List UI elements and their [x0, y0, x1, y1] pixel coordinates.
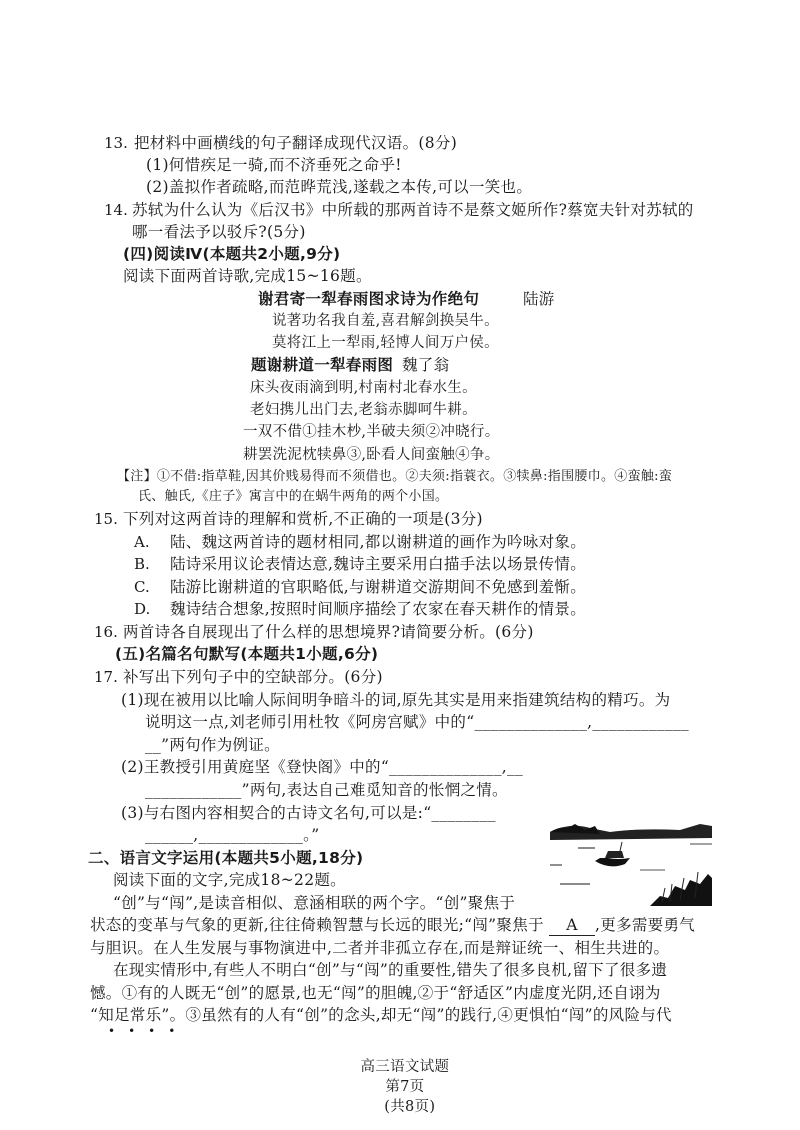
passage-line: 憾。①有的人既无“创”的愿景,也无“闯”的胆魄,②于“舒适区”内虚度光阴,还自诩为 — [90, 984, 661, 1002]
item-2-cont: ____________”两句,表达自己难觅知音的怅惘之情。 — [145, 781, 508, 799]
question-stem: 两首诗各自展现出了什么样的思想境界?请简要分析。(6分) — [123, 623, 534, 641]
item-1-cont: __”两句作为例证。 — [145, 736, 280, 754]
question-number: 17. — [94, 668, 118, 686]
question-stem-cont: 哪一看法予以驳斥?(5分) — [132, 223, 306, 241]
option-letter: C. — [134, 578, 150, 596]
item-3-cont: ______,_____________。” — [145, 826, 320, 844]
poem-line: 床头夜雨滴到明,村南村北春水生。 — [250, 380, 477, 396]
option-text: 魏诗结合想象,按照时间顺序描绘了农家在春天耕作的情景。 — [170, 600, 587, 618]
poem-author: 陆游 — [523, 290, 555, 308]
passage-text: 状态的变革与气象的更新,往往倚赖智慧与长远的眼光;“闯”聚焦于 — [90, 916, 544, 934]
page-footer — [0, 1037, 800, 1117]
option-text: 陆诗采用议论表情达意,魏诗主要采用白描手法以场景传情。 — [170, 555, 587, 573]
question-stem: 补写出下列句子中的空缺部分。(6分) — [123, 668, 383, 686]
part-instruction: 阅读下面的文字,完成18~22题。 — [113, 871, 346, 889]
poem-title: 题谢耕道一犁春雨图 — [251, 356, 394, 374]
question-number: 16. — [94, 623, 118, 641]
poem-line: 说著功名我自羞,喜君解剑换吴牛。 — [272, 313, 499, 329]
emphasis-dots: •••• — [108, 1024, 189, 1038]
passage-line: “创”与“闯”,是读音相似、意涵相联的两个字。“创”聚焦于 — [113, 894, 516, 912]
question-stem: 把材料中画横线的句子翻译成现代汉语。(8分) — [134, 134, 458, 152]
footer-subject: 高三语文试题 — [360, 1059, 450, 1075]
footer-page: 第7页 — [385, 1079, 425, 1095]
question-stem: 苏轼为什么认为《后汉书》中所载的那两首诗不是蔡文姬所作?蔡宽夫针对苏轼的 — [132, 201, 694, 219]
poem-line: 老妇携儿出门去,老翁赤脚呵牛耕。 — [250, 402, 477, 418]
footer-total: (共8页) — [384, 1099, 436, 1115]
passage-text: ,更多需要勇气 — [595, 916, 696, 934]
poem-author: 魏了翁 — [402, 356, 450, 374]
part-heading: 二、语言文字运用(本题共5小题,18分) — [88, 849, 364, 867]
question-number: 14. — [104, 201, 128, 219]
passage-line — [90, 915, 695, 936]
poem-line: 耕罢洗泥枕犊鼻③,卧看人间蛮触④争。 — [243, 447, 500, 463]
option-letter: A. — [134, 533, 150, 551]
option-letter: D. — [134, 600, 151, 618]
landscape-boat-illustration — [550, 818, 712, 906]
option-letter: B. — [134, 555, 150, 573]
blank-a: A — [549, 915, 595, 936]
sentence-1: (1)何惜疾足一骑,而不济垂死之命乎! — [146, 156, 402, 174]
item-1: (1)现在被用以比喻人际间明争暗斗的词,原先其实是用来指建筑结构的精巧。为 — [121, 691, 671, 709]
section-instruction: 阅读下面两首诗歌,完成15~16题。 — [123, 267, 372, 285]
note-line: 氏、触氏,《庄子》寓言中的在蜗牛两角的两个小国。 — [138, 489, 449, 504]
item-2: (2)王教授引用黄庭坚《登快阁》中的“______________,__ — [121, 758, 524, 776]
passage-line: “知足常乐”。③虽然有的人有“创”的念头,却无“闯”的践行,④更惧怕“闯”的风险与代 — [90, 1006, 672, 1024]
option-text: 陆游比谢耕道的官职略低,与谢耕道交游期间不免感到羞惭。 — [170, 578, 587, 596]
note-line: 【注】①不借:指草鞋,因其价贱易得而不须借也。②夫须:指蓑衣。③犊鼻:指围腰巾。④蛮触:蛮 — [117, 469, 673, 484]
poem-line: 一双不借①挂木杪,半破夫须②冲晓行。 — [243, 424, 500, 440]
question-stem: 下列对这两首诗的理解和赏析,不正确的一项是(3分) — [123, 510, 483, 528]
section-heading: (五)名篇名句默写(本题共1小题,6分) — [115, 645, 379, 663]
item-1-cont: 说明这一点,刘老师引用杜牧《阿房宫赋》中的“______________,____________ — [145, 713, 689, 731]
section-heading: (四)阅读Ⅳ(本题共2小题,9分) — [123, 245, 341, 263]
passage-line: 与胆识。在人生发展与事物演进中,二者并非孤立存在,而是辩证统一、相生共进的。 — [90, 939, 670, 957]
poem-title: 谢君寄一犁春雨图求诗为作绝句 — [258, 290, 480, 308]
question-number: 13. — [104, 134, 128, 152]
option-text: 陆、魏这两首诗的题材相同,都以谢耕道的画作为吟咏对象。 — [170, 533, 587, 551]
poem-line: 莫将江上一犁雨,轻博人间万户侯。 — [272, 335, 499, 351]
question-number: 15. — [94, 510, 118, 528]
sentence-2: (2)盖拟作者疏略,而范晔荒浅,遂载之本传,可以一笑也。 — [146, 178, 533, 196]
item-3: (3)与右图内容相契合的古诗文名句,可以是:“________ — [121, 804, 496, 822]
passage-line: 在现实情形中,有些人不明白“创”与“闯”的重要性,错失了很多良机,留下了很多遗 — [113, 961, 668, 979]
